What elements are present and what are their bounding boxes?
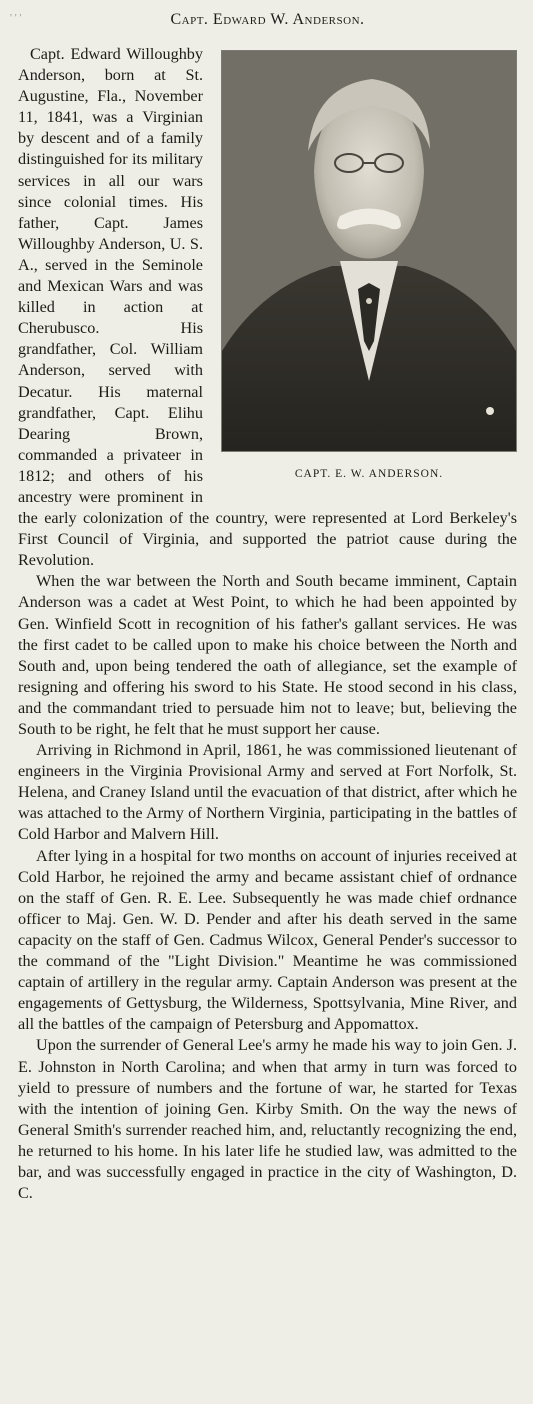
paragraph-5: Upon the surrender of General Lee's army he made his way to join Gen. J. E. Johnston in North Carolina; and when that army in turn was forced to yield to pressure of numbers and the fortune of war, he started for Texas with the intention of joining Gen. Kirby Smith. On the way the news of General Smith's surrender reached him, and, reluctantly recognizing the end, he returned to his home. In his later life he studied law, was admitted to the bar, and was successfully engaged in practice in the city of Washington, D. C.	[18, 1036, 517, 1203]
paragraph-1: Capt. Edward Willoughby Anderson, born at St. Augustine, Fla., November 11, 1841, was a Virginian by descent and of a family distinguished for its military services in all our wars since colonial times. His father, Capt. James Willoughby Anderson, U. S. A., served in the Seminole and Mexican Wars and was killed in action at Cherubusco. His grandfather, Col. William Anderson, served with Decatur. His maternal grandfather, Capt. Elihu Dearing Brown, commanded a privateer in 1812; and others of his ancestry were prominent in the early colonization of the country, were represented at Lord Berkeley's First Council of Virginia, and supported the patriot cause during the Revolution.	[18, 45, 517, 570]
portrait-figure	[221, 50, 517, 486]
portrait-caption: CAPT. E. W. ANDERSON.	[294, 468, 444, 480]
page-mark: ' ' '	[10, 12, 22, 24]
paragraph-4: After lying in a hospital for two months on account of injuries received at Cold Harbor, he rejoined the army and became assistant chief of ordnance on the staff of Gen. R. E. Lee. Subsequently he was made chief ordnance officer to Maj. Gen. W. D. Pender and after his death served in the same capacity on the staff of Gen. Cadmus Wilcox, General Pender's successor to the command of the "Light Division." Meantime he was commissioned captain of artillery in the regular army. Captain Anderson was present at the engagements of Gettysburg, the Wilderness, Spottsylvania, Mine River, and all the battles of the campaign of Petersburg and Appomattox.	[18, 846, 517, 1034]
paragraph-2: When the war between the North and South became imminent, Captain Anderson was a cadet at West Point, to which he had been appointed by Gen. Winfield Scott in recognition of his father's gallant services. He was the first cadet to be called upon to make his choice between the North and South and, upon being tendered the oath of allegiance, set the example of resigning and offering his sword to his State. He stood second in his class, and the commandant tried to persuade him not to leave; but, believing the South to be right, he felt that he must support her cause.	[18, 572, 517, 738]
page-header: Capt. Edward W. Anderson.	[170, 11, 365, 28]
portrait-photo	[221, 50, 517, 452]
portrait-illustration	[222, 51, 516, 451]
paragraph-3: Arriving in Richmond in April, 1861, he was commissioned lieutenant of engineers in the Virginia Provisional Army and served at Fort Norfolk, St. Helena, and Craney Island until the evacuation of that district, after which he was attached to the Army of Northern Virginia, participating in the battles of Cold Harbor and Malvern Hill.	[18, 741, 517, 844]
article-body	[18, 44, 517, 1204]
